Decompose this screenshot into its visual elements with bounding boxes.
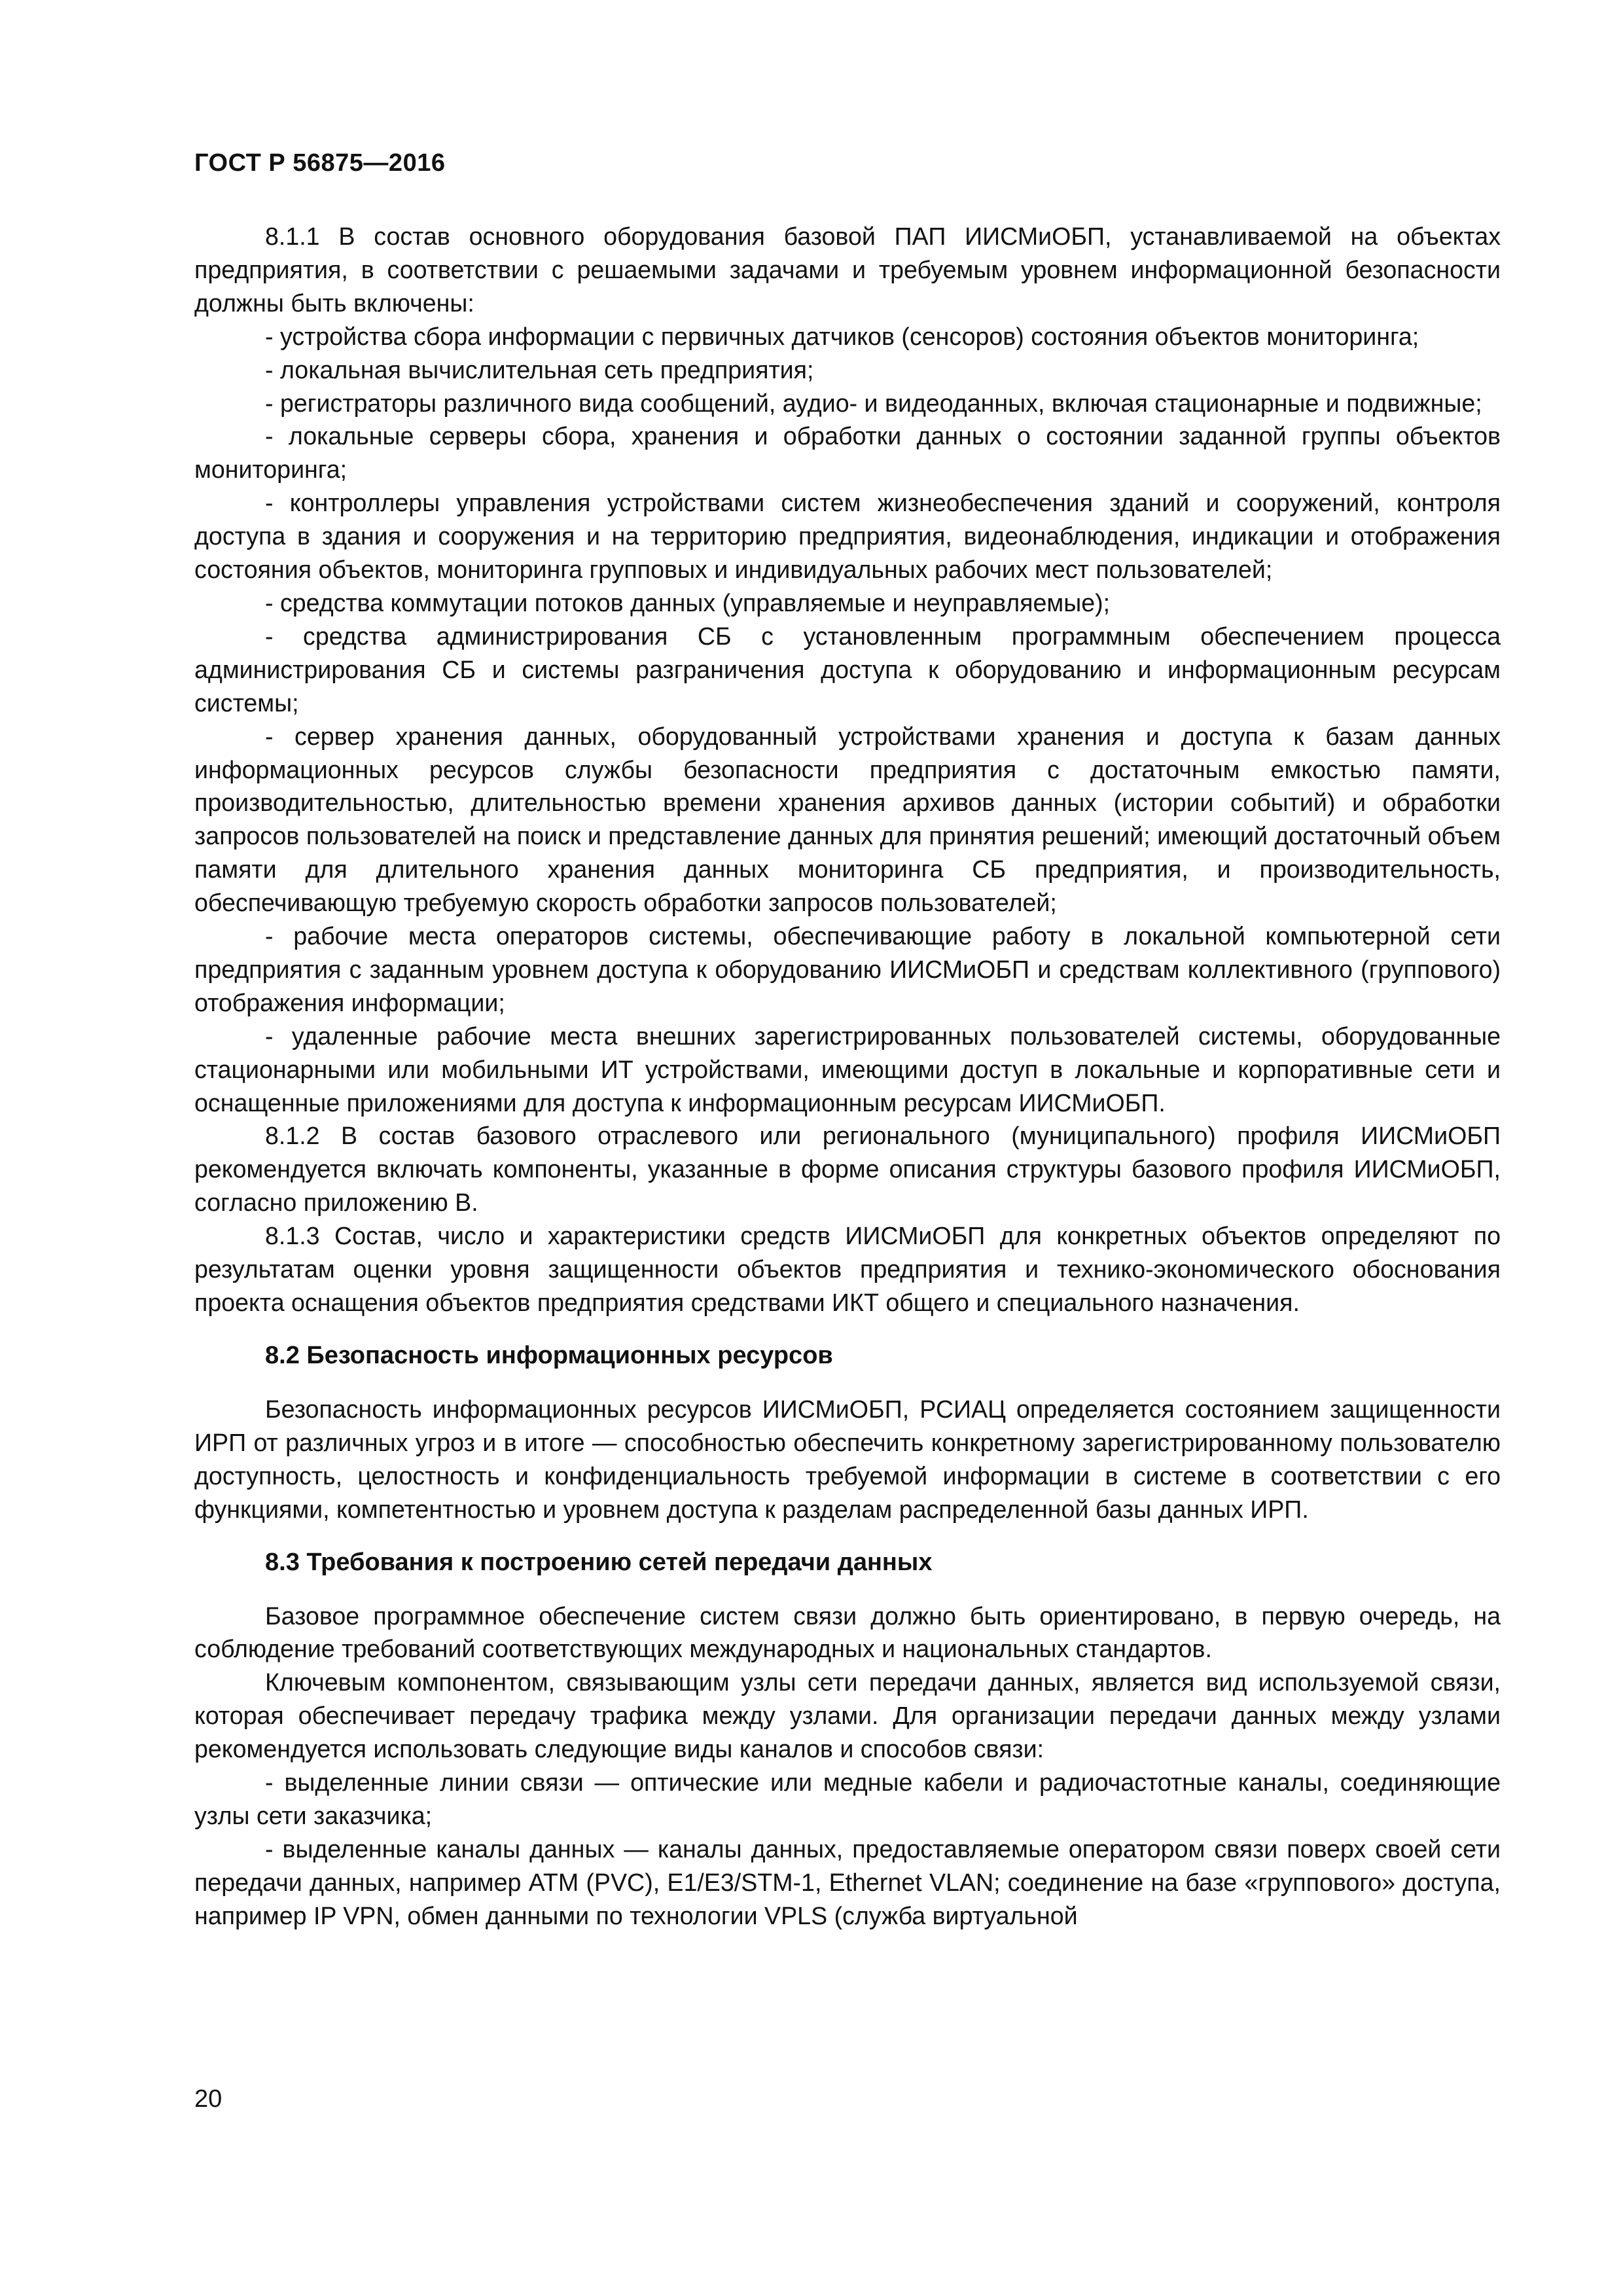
list-item: - локальные серверы сбора, хранения и обработки данных о состоянии заданной группы объектов мониторинга;	[194, 422, 1501, 484]
list-item: - устройства сбора информации с первичных датчиков (сенсоров) состояния объектов мониторинга;	[265, 322, 1419, 350]
paragraph-8-1-3: 8.1.3 Состав, число и характеристики средств ИИСМиОБП для конкретных объектов определяют по результатам оценки уровня защищенности объектов предприятия и технико-экономического обоснования проекта оснащения объектов предприятия средствами ИКТ общего и специального назначения.	[194, 1222, 1501, 1316]
page-number: 20	[194, 2085, 223, 2113]
paragraph: Ключевым компонентом, связывающим узлы сети передачи данных, является вид используемой связи, которая обеспечивает передачу трафика между узлами. Для организации передачи данных между узлами рекомендуется использовать следующие виды каналов и способов связи:	[194, 1668, 1501, 1763]
list-item: - регистраторы различного вида сообщений, аудио- и видеоданных, включая стационарные и подвижные;	[265, 389, 1482, 417]
document-body	[194, 220, 1501, 1933]
paragraph: Безопасность информационных ресурсов ИИСМиОБП, РСИАЦ определяется состоянием защищенности ИРП от различных угроз и в итоге — способностью обеспечить конкретному зарегистрированному пользователю доступность, целостность и конфиденциальность требуемой информации в системе в соответствии с его функциями, компетентностью и уровнем доступа к разделам распределенной базы данных ИРП.	[194, 1395, 1501, 1523]
list-item: - удаленные рабочие места внешних зарегистрированных пользователей системы, оборудованные стационарными или мобильными ИТ устройствами, имеющими доступ в локальные и корпоративные сети и оснащенные приложениями для доступа к информационным ресурсам ИИСМиОБП.	[194, 1022, 1501, 1117]
paragraph: Базовое программное обеспечение систем связи должно быть ориентировано, в первую очередь, на соблюдение требований соответствующих международных и национальных стандартов.	[194, 1602, 1501, 1663]
list-item: - локальная вычислительная сеть предприятия;	[265, 355, 814, 384]
document-header: ГОСТ Р 56875—2016	[194, 149, 446, 177]
list-item: - сервер хранения данных, оборудованный устройствами хранения и доступа к базам данных информационных ресурсов службы безопасности предприятия с достаточным емкостью памяти, производительностью, длительностью времени хранения архивов данных (истории событий) и обработки запросов пользователей на поиск и представление данных для принятия решений; имеющий достаточный объем памяти для длительного хранения данных мониторинга СБ предприятия, и производительность, обеспечивающую требуемую скорость обработки запросов пользователей;	[194, 722, 1501, 917]
paragraph-8-1-2: 8.1.2 В состав базового отраслевого или регионального (муниципального) профиля ИИСМиОБП рекомендуется включать компоненты, указанные в форме описания структуры базового профиля ИИСМиОБП, согласно приложению В.	[194, 1122, 1501, 1217]
paragraph-8-1-1: 8.1.1 В состав основного оборудования базовой ПАП ИИСМиОБП, устанавливаемой на объектах предприятия, в соответствии с решаемыми задачами и требуемым уровнем информационной безопасности должны быть включены:	[194, 223, 1501, 317]
section-heading-8-3: 8.3 Требования к построению сетей передачи данных	[265, 1548, 933, 1576]
list-item: - выделенные линии связи — оптические или медные кабели и радиочастотные каналы, соединяющие узлы сети заказчика;	[194, 1768, 1501, 1829]
list-item: - средства администрирования СБ с установленным программным обеспечением процесса администрирования СБ и системы разграничения доступа к оборудованию и информационным ресурсам системы;	[194, 622, 1501, 717]
list-item: - средства коммутации потоков данных (управляемые и неуправляемые);	[265, 588, 1111, 617]
list-item: - контроллеры управления устройствами систем жизнеобеспечения зданий и сооружений, контроля доступа в здания и сооружения и на территорию предприятия, видеонаблюдения, индикации и отображения состояния объектов, мониторинга групповых и индивидуальных рабочих мест пользователей;	[194, 489, 1501, 584]
section-heading-8-2: 8.2 Безопасность информационных ресурсов	[265, 1341, 833, 1369]
list-item: - рабочие места операторов системы, обеспечивающие работу в локальной компьютерной сети предприятия с заданным уровнем доступа к оборудованию ИИСМиОБП и средствам коллективного (группового) отображения информации;	[194, 922, 1501, 1016]
list-item: - выделенные каналы данных — каналы данных, предоставляемые оператором связи поверх своей сети передачи данных, например ATM (PVC), E1/E3/STM-1, Ethernet VLAN; соединение на базе «группового» доступа, например IP VPN, обмен данными по технологии VPLS (служба виртуальной	[194, 1835, 1501, 1929]
